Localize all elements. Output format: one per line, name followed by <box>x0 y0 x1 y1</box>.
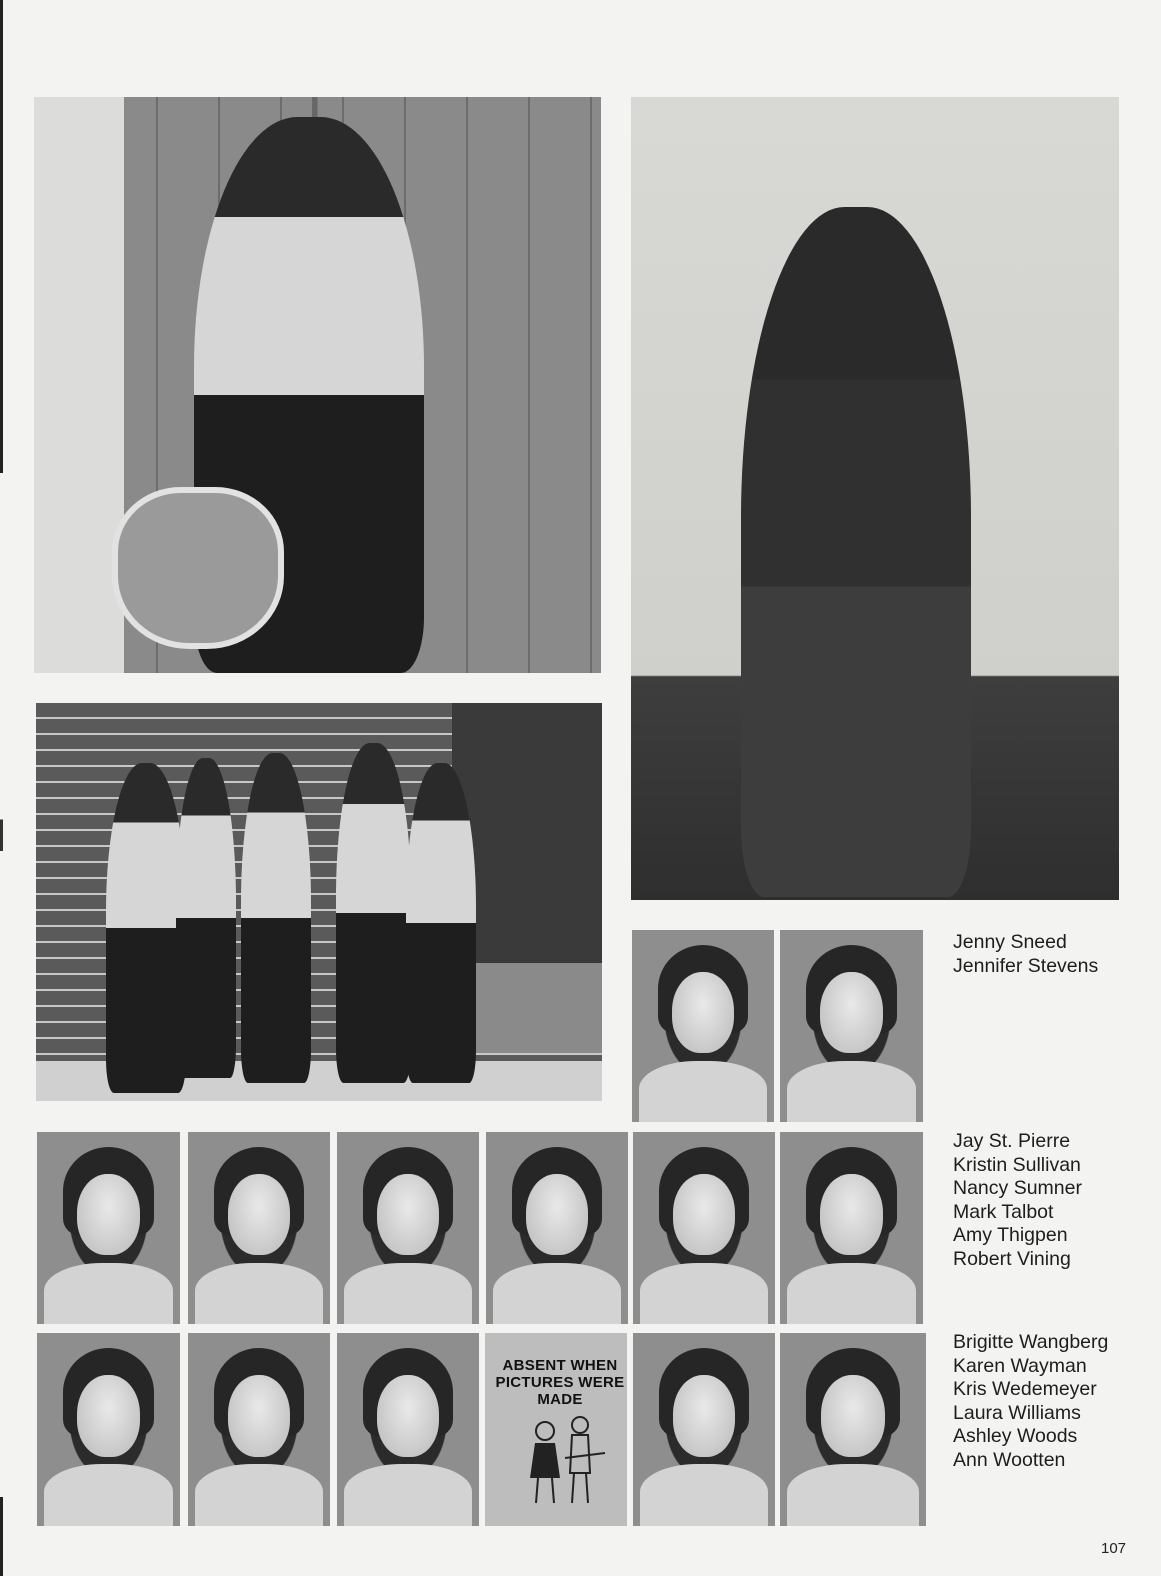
page-number: 107 <box>1101 1540 1127 1557</box>
page-edge-mark <box>0 0 3 1576</box>
student-name: Karen Wayman <box>953 1354 1087 1377</box>
student-name: Jenny Sneed <box>953 931 1067 953</box>
name-list-group-3 <box>953 1331 1108 1472</box>
student-name: Kristin Sullivan <box>953 1153 1081 1176</box>
shoulder-bag <box>112 487 284 649</box>
student-portrait <box>37 1333 180 1526</box>
student-portrait <box>188 1132 330 1324</box>
student-figure <box>241 753 311 1083</box>
student-figure <box>176 758 236 1078</box>
cartoon-illustration <box>510 1403 610 1513</box>
candid-photo-group <box>36 703 602 1101</box>
candid-photo-hallway <box>631 97 1119 900</box>
student-name: Robert Vining <box>953 1247 1071 1270</box>
student-portrait <box>37 1132 180 1324</box>
student-portrait <box>633 1333 775 1526</box>
student-portrait <box>337 1333 479 1526</box>
student-portrait <box>780 930 923 1122</box>
student-figure <box>406 763 476 1083</box>
door-frame <box>34 97 124 673</box>
student-portrait <box>632 930 774 1122</box>
student-name: Jay St. Pierre <box>953 1130 1071 1152</box>
name-list-group-1 <box>953 931 1098 978</box>
student-portrait <box>633 1132 775 1324</box>
student-name: Ann Wootten <box>953 1448 1066 1471</box>
student-name: Brigitte Wangberg <box>953 1331 1109 1353</box>
student-figure <box>336 743 411 1083</box>
student-figure <box>741 207 971 897</box>
student-name: Laura Williams <box>953 1401 1081 1424</box>
candid-photo-lockers <box>34 97 601 673</box>
student-name: Ashley Woods <box>953 1425 1078 1447</box>
student-portrait <box>188 1333 330 1526</box>
student-name: Mark Talbot <box>953 1200 1054 1223</box>
student-portrait <box>780 1132 923 1324</box>
absent-placeholder <box>485 1333 627 1526</box>
student-portrait <box>780 1333 926 1526</box>
student-name: Kris Wedemeyer <box>953 1378 1097 1400</box>
student-name: Amy Thigpen <box>953 1224 1068 1246</box>
absent-placeholder-text: ABSENT WHEN PICTURES WERE MADE <box>495 1357 625 1408</box>
student-name: Jennifer Stevens <box>953 954 1099 977</box>
name-list-group-2 <box>953 1130 1082 1271</box>
student-portrait <box>486 1132 628 1324</box>
student-figure <box>106 763 186 1093</box>
student-portrait <box>337 1132 479 1324</box>
student-name: Nancy Sumner <box>953 1177 1082 1199</box>
